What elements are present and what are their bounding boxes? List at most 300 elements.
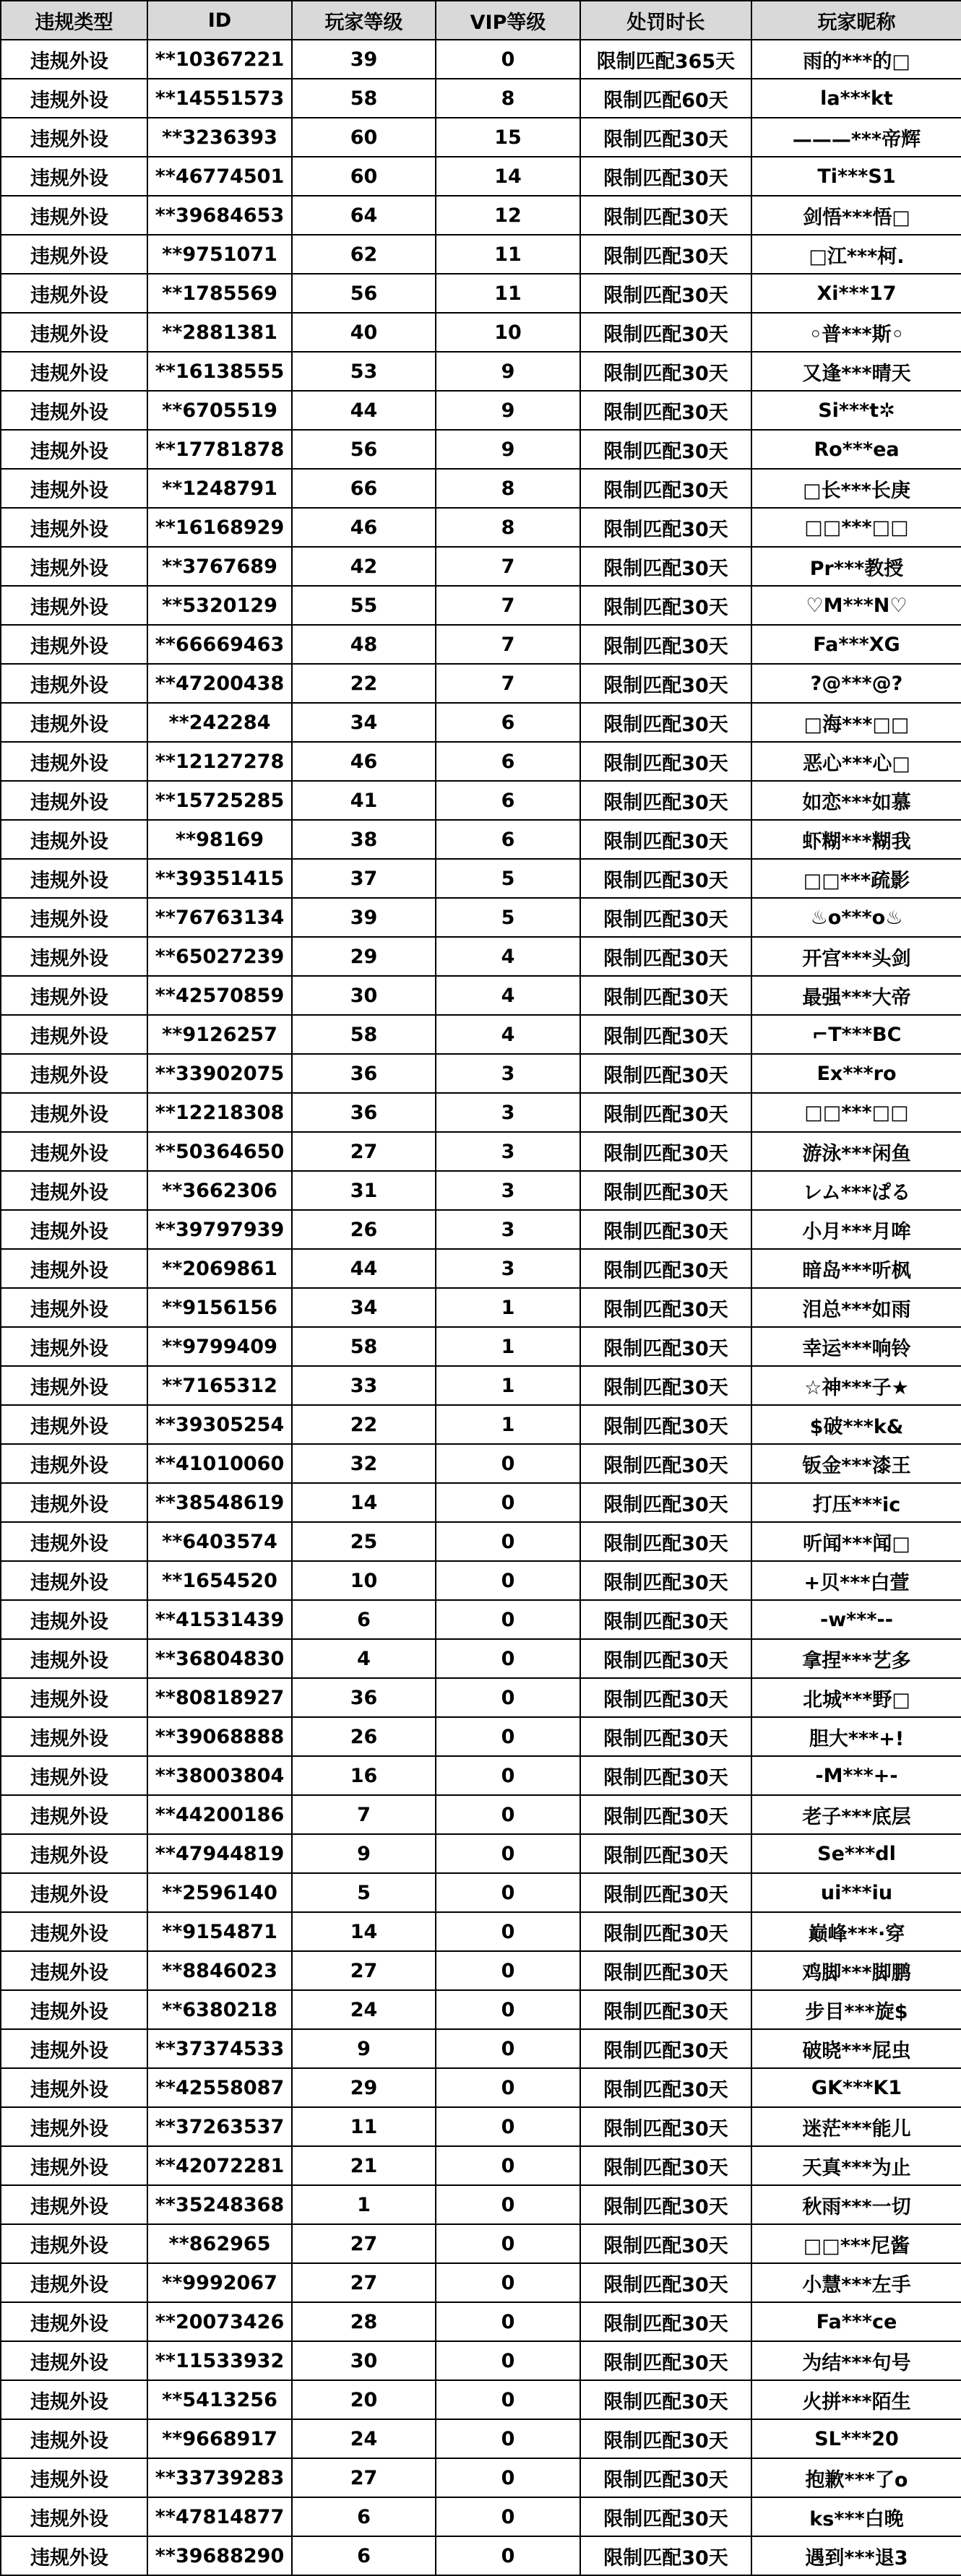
violation-type-cell: 违规外设	[1, 1327, 147, 1366]
violation-type-cell: 违规外设	[1, 1015, 147, 1054]
player-level-cell: 6	[292, 2536, 436, 2575]
table-row	[1, 898, 961, 937]
player-level-cell: 32	[292, 1444, 436, 1483]
nickname-cell: $破***k&	[751, 1405, 961, 1444]
nickname-cell: 鸡脚***脚鹏	[751, 1951, 961, 1990]
id-cell: **47814877	[147, 2497, 292, 2536]
player-level-cell: 9	[292, 1834, 436, 1873]
vip-level-cell: 5	[436, 898, 580, 937]
id-cell: **39688290	[147, 2536, 292, 2575]
violation-type-cell: 违规外设	[1, 352, 147, 391]
table-row	[1, 742, 961, 781]
violation-type-cell: 违规外设	[1, 1132, 147, 1171]
table-row	[1, 1873, 961, 1912]
nickname-cell: □□***尼酱	[751, 2224, 961, 2263]
player-level-cell: 25	[292, 1522, 436, 1561]
penalty-duration-cell: 限制匹配30天	[580, 1015, 751, 1054]
penalty-duration-cell: 限制匹配30天	[580, 2341, 751, 2380]
vip-level-cell: 4	[436, 1015, 580, 1054]
violation-type-cell: 违规外设	[1, 274, 147, 313]
id-cell: **10367221	[147, 40, 292, 79]
nickname-cell: 拿捏***艺多	[751, 1639, 961, 1678]
table-row	[1, 2419, 961, 2458]
nickname-cell: 钣金***漆王	[751, 1444, 961, 1483]
penalty-duration-cell: 限制匹配30天	[580, 625, 751, 664]
table-row	[1, 2029, 961, 2068]
id-cell: **3236393	[147, 118, 292, 157]
table-row	[1, 781, 961, 820]
nickname-cell: 破晓***屁虫	[751, 2029, 961, 2068]
vip-level-cell: 0	[436, 40, 580, 79]
violation-type-cell: 违规外设	[1, 1834, 147, 1873]
violation-type-cell: 违规外设	[1, 196, 147, 235]
violation-type-cell: 违规外设	[1, 2458, 147, 2497]
violation-type-cell: 违规外设	[1, 547, 147, 586]
nickname-cell: Xi***17	[751, 274, 961, 313]
penalty-duration-cell: 限制匹配365天	[580, 40, 751, 79]
vip-level-cell: 0	[436, 2458, 580, 2497]
nickname-cell: 打压***ic	[751, 1483, 961, 1522]
nickname-cell: 最强***大帝	[751, 976, 961, 1015]
penalty-duration-cell: 限制匹配30天	[580, 664, 751, 703]
nickname-cell: ◦普***斯◦	[751, 313, 961, 352]
penalty-duration-cell: 限制匹配30天	[580, 1795, 751, 1834]
penalty-duration-cell: 限制匹配30天	[580, 2536, 751, 2575]
vip-level-cell: 0	[436, 1600, 580, 1639]
nickname-cell: 恶心***心□	[751, 742, 961, 781]
id-cell: **47944819	[147, 1834, 292, 1873]
table-row	[1, 1327, 961, 1366]
penalty-duration-cell: 限制匹配30天	[580, 1093, 751, 1132]
violation-type-cell: 违规外设	[1, 2497, 147, 2536]
penalty-duration-cell: 限制匹配30天	[580, 1444, 751, 1483]
player-level-cell: 36	[292, 1678, 436, 1717]
nickname-cell: 又逢***晴天	[751, 352, 961, 391]
player-level-cell: 41	[292, 781, 436, 820]
nickname-cell: 雨的***的□	[751, 40, 961, 79]
vip-level-cell: 8	[436, 469, 580, 508]
player-level-cell: 40	[292, 313, 436, 352]
header-row	[1, 1, 961, 40]
violation-type-cell: 违规外设	[1, 1171, 147, 1210]
nickname-cell: 小月***月哞	[751, 1210, 961, 1249]
vip-level-cell: 6	[436, 742, 580, 781]
violation-type-cell: 违规外设	[1, 1990, 147, 2029]
nickname-cell: □长***长庚	[751, 469, 961, 508]
player-level-cell: 62	[292, 235, 436, 274]
penalty-duration-cell: 限制匹配30天	[580, 1171, 751, 1210]
table-body	[1, 40, 961, 2575]
penalty-duration-cell: 限制匹配30天	[580, 547, 751, 586]
violation-type-cell: 违规外设	[1, 1210, 147, 1249]
violation-type-cell: 违规外设	[1, 1912, 147, 1951]
nickname-cell: 老子***底层	[751, 1795, 961, 1834]
vip-level-cell: 0	[436, 1756, 580, 1795]
player-level-cell: 16	[292, 1756, 436, 1795]
violation-type-cell: 违规外设	[1, 898, 147, 937]
vip-level-cell: 8	[436, 508, 580, 547]
nickname-cell: 虾糊***糊我	[751, 820, 961, 859]
violation-type-cell: 违规外设	[1, 2380, 147, 2419]
penalty-duration-cell: 限制匹配30天	[580, 1054, 751, 1093]
vip-level-cell: 9	[436, 391, 580, 430]
id-cell: **9992067	[147, 2263, 292, 2302]
table-row	[1, 2302, 961, 2341]
nickname-cell: GK***K1	[751, 2068, 961, 2107]
table-row	[1, 1561, 961, 1600]
nickname-cell: 幸运***响铃	[751, 1327, 961, 1366]
header-vip-level: VIP等级	[436, 1, 580, 40]
player-level-cell: 9	[292, 2029, 436, 2068]
vip-level-cell: 0	[436, 1990, 580, 2029]
table-row	[1, 2458, 961, 2497]
table-row	[1, 1249, 961, 1288]
vip-level-cell: 0	[436, 2302, 580, 2341]
nickname-cell: ?@***@?	[751, 664, 961, 703]
player-level-cell: 48	[292, 625, 436, 664]
penalty-duration-cell: 限制匹配30天	[580, 1561, 751, 1600]
nickname-cell: Fa***XG	[751, 625, 961, 664]
player-level-cell: 4	[292, 1639, 436, 1678]
penalty-duration-cell: 限制匹配30天	[580, 1522, 751, 1561]
violation-type-cell: 违规外设	[1, 664, 147, 703]
penalty-duration-cell: 限制匹配30天	[580, 352, 751, 391]
table-row	[1, 1756, 961, 1795]
violation-type-cell: 违规外设	[1, 157, 147, 196]
id-cell: **39305254	[147, 1405, 292, 1444]
player-level-cell: 34	[292, 703, 436, 742]
vip-level-cell: 0	[436, 2029, 580, 2068]
id-cell: **39684653	[147, 196, 292, 235]
id-cell: **6380218	[147, 1990, 292, 2029]
table-row	[1, 1912, 961, 1951]
vip-level-cell: 4	[436, 937, 580, 976]
vip-level-cell: 0	[436, 2341, 580, 2380]
id-cell: **80818927	[147, 1678, 292, 1717]
vip-level-cell: 3	[436, 1054, 580, 1093]
nickname-cell: 秋雨***一切	[751, 2185, 961, 2224]
id-cell: **15725285	[147, 781, 292, 820]
penalty-duration-cell: 限制匹配30天	[580, 274, 751, 313]
player-level-cell: 37	[292, 859, 436, 898]
player-level-cell: 21	[292, 2146, 436, 2185]
table-row	[1, 1600, 961, 1639]
id-cell: **9156156	[147, 1288, 292, 1327]
penalty-duration-cell: 限制匹配30天	[580, 2029, 751, 2068]
table-row	[1, 976, 961, 1015]
penalty-duration-cell: 限制匹配30天	[580, 2419, 751, 2458]
id-cell: **37374533	[147, 2029, 292, 2068]
vip-level-cell: 0	[436, 1912, 580, 1951]
player-level-cell: 46	[292, 508, 436, 547]
nickname-cell: ☆神***子★	[751, 1366, 961, 1405]
vip-level-cell: 0	[436, 1483, 580, 1522]
vip-level-cell: 6	[436, 703, 580, 742]
vip-level-cell: 0	[436, 1717, 580, 1756]
vip-level-cell: 1	[436, 1288, 580, 1327]
penalty-duration-cell: 限制匹配30天	[580, 898, 751, 937]
nickname-cell: 暗岛***听枫	[751, 1249, 961, 1288]
nickname-cell: 游泳***闲鱼	[751, 1132, 961, 1171]
penalty-duration-cell: 限制匹配30天	[580, 1834, 751, 1873]
nickname-cell: 为结***句号	[751, 2341, 961, 2380]
violation-type-cell: 违规外设	[1, 391, 147, 430]
id-cell: **2069861	[147, 1249, 292, 1288]
player-level-cell: 64	[292, 196, 436, 235]
vip-level-cell: 0	[436, 1444, 580, 1483]
vip-level-cell: 0	[436, 1561, 580, 1600]
violation-type-cell: 违规外设	[1, 2263, 147, 2302]
player-level-cell: 11	[292, 2107, 436, 2146]
vip-level-cell: 1	[436, 1405, 580, 1444]
table-row	[1, 2341, 961, 2380]
id-cell: **41010060	[147, 1444, 292, 1483]
table-row	[1, 1132, 961, 1171]
violation-type-cell: 违规外设	[1, 2224, 147, 2263]
table-row	[1, 40, 961, 79]
vip-level-cell: 9	[436, 430, 580, 469]
table-row	[1, 2380, 961, 2419]
table-row	[1, 1639, 961, 1678]
violation-type-cell: 违规外设	[1, 2107, 147, 2146]
player-level-cell: 29	[292, 937, 436, 976]
vip-level-cell: 0	[436, 2068, 580, 2107]
penalty-duration-cell: 限制匹配30天	[580, 781, 751, 820]
penalty-duration-cell: 限制匹配30天	[580, 859, 751, 898]
player-level-cell: 30	[292, 2341, 436, 2380]
penalty-duration-cell: 限制匹配30天	[580, 937, 751, 976]
player-level-cell: 14	[292, 1483, 436, 1522]
vip-level-cell: 6	[436, 781, 580, 820]
player-level-cell: 33	[292, 1366, 436, 1405]
penalty-duration-cell: 限制匹配30天	[580, 586, 751, 625]
id-cell: **9668917	[147, 2419, 292, 2458]
id-cell: **47200438	[147, 664, 292, 703]
violation-type-cell: 违规外设	[1, 976, 147, 1015]
penalty-duration-cell: 限制匹配30天	[580, 976, 751, 1015]
table-row	[1, 2146, 961, 2185]
vip-level-cell: 3	[436, 1132, 580, 1171]
vip-level-cell: 0	[436, 2107, 580, 2146]
id-cell: **9154871	[147, 1912, 292, 1951]
vip-level-cell: 0	[436, 1795, 580, 1834]
penalty-duration-cell: 限制匹配30天	[580, 1405, 751, 1444]
nickname-cell: ks***白晚	[751, 2497, 961, 2536]
table-row	[1, 820, 961, 859]
table-row	[1, 1990, 961, 2029]
violation-type-cell: 违规外设	[1, 1639, 147, 1678]
table-row	[1, 1171, 961, 1210]
id-cell: **16138555	[147, 352, 292, 391]
id-cell: **42558087	[147, 2068, 292, 2107]
id-cell: **11533932	[147, 2341, 292, 2380]
violation-type-cell: 违规外设	[1, 937, 147, 976]
violation-type-cell: 违规外设	[1, 1054, 147, 1093]
penalty-duration-cell: 限制匹配30天	[580, 2107, 751, 2146]
table-header	[1, 1, 961, 40]
vip-level-cell: 0	[436, 2419, 580, 2458]
player-level-cell: 53	[292, 352, 436, 391]
nickname-cell: ———***帝辉	[751, 118, 961, 157]
player-level-cell: 14	[292, 1912, 436, 1951]
vip-level-cell: 0	[436, 2224, 580, 2263]
vip-level-cell: 0	[436, 1873, 580, 1912]
player-level-cell: 56	[292, 430, 436, 469]
id-cell: **42072281	[147, 2146, 292, 2185]
vip-level-cell: 0	[436, 2146, 580, 2185]
table-row	[1, 508, 961, 547]
table-row	[1, 625, 961, 664]
id-cell: **12127278	[147, 742, 292, 781]
vip-level-cell: 7	[436, 625, 580, 664]
player-level-cell: 56	[292, 274, 436, 313]
id-cell: **42570859	[147, 976, 292, 1015]
nickname-cell: la***kt	[751, 79, 961, 118]
violation-type-cell: 违规外设	[1, 235, 147, 274]
penalty-duration-cell: 限制匹配30天	[580, 1678, 751, 1717]
violation-type-cell: 违规外设	[1, 1405, 147, 1444]
player-level-cell: 58	[292, 1015, 436, 1054]
id-cell: **36804830	[147, 1639, 292, 1678]
vip-level-cell: 6	[436, 820, 580, 859]
table-row	[1, 235, 961, 274]
vip-level-cell: 0	[436, 1639, 580, 1678]
nickname-cell: 巅峰***·穿	[751, 1912, 961, 1951]
nickname-cell: 迷茫***能儿	[751, 2107, 961, 2146]
violation-type-cell: 违规外设	[1, 2302, 147, 2341]
violation-type-cell: 违规外设	[1, 586, 147, 625]
penalty-duration-cell: 限制匹配30天	[580, 196, 751, 235]
nickname-cell: ♨o***o♨	[751, 898, 961, 937]
id-cell: **242284	[147, 703, 292, 742]
table-row	[1, 196, 961, 235]
player-level-cell: 27	[292, 1951, 436, 1990]
nickname-cell: 抱歉***了o	[751, 2458, 961, 2497]
vip-level-cell: 0	[436, 2263, 580, 2302]
player-level-cell: 24	[292, 1990, 436, 2029]
player-level-cell: 5	[292, 1873, 436, 1912]
penalty-duration-cell: 限制匹配30天	[580, 2497, 751, 2536]
vip-level-cell: 0	[436, 2380, 580, 2419]
violation-type-cell: 违规外设	[1, 820, 147, 859]
table-row	[1, 1054, 961, 1093]
id-cell: **9799409	[147, 1327, 292, 1366]
table-row	[1, 2068, 961, 2107]
violation-type-cell: 违规外设	[1, 703, 147, 742]
vip-level-cell: 5	[436, 859, 580, 898]
vip-level-cell: 0	[436, 1951, 580, 1990]
id-cell: **20073426	[147, 2302, 292, 2341]
table-row	[1, 2107, 961, 2146]
penalty-duration-cell: 限制匹配30天	[580, 1210, 751, 1249]
table-row	[1, 118, 961, 157]
table-row	[1, 1483, 961, 1522]
nickname-cell: Ex***ro	[751, 1054, 961, 1093]
vip-level-cell: 0	[436, 2497, 580, 2536]
table-row	[1, 1288, 961, 1327]
violation-type-cell: 违规外设	[1, 859, 147, 898]
id-cell: **41531439	[147, 1600, 292, 1639]
id-cell: **17781878	[147, 430, 292, 469]
player-level-cell: 26	[292, 1717, 436, 1756]
table-row	[1, 352, 961, 391]
violation-type-cell: 违规外设	[1, 1717, 147, 1756]
table-row	[1, 1210, 961, 1249]
penalty-duration-cell: 限制匹配30天	[580, 1639, 751, 1678]
header-penalty-duration: 处罚时长	[580, 1, 751, 40]
player-level-cell: 22	[292, 664, 436, 703]
vip-level-cell: 0	[436, 1678, 580, 1717]
penalty-duration-cell: 限制匹配30天	[580, 1288, 751, 1327]
violation-type-cell: 违规外设	[1, 1249, 147, 1288]
penalty-duration-cell: 限制匹配30天	[580, 391, 751, 430]
id-cell: **50364650	[147, 1132, 292, 1171]
player-level-cell: 60	[292, 157, 436, 196]
violation-type-cell: 违规外设	[1, 508, 147, 547]
nickname-cell: Pr***教授	[751, 547, 961, 586]
table-row	[1, 1678, 961, 1717]
nickname-cell: +贝***白萱	[751, 1561, 961, 1600]
player-level-cell: 39	[292, 40, 436, 79]
id-cell: **39797939	[147, 1210, 292, 1249]
nickname-cell: SL***20	[751, 2419, 961, 2458]
nickname-cell: □□***□□	[751, 1093, 961, 1132]
id-cell: **3662306	[147, 1171, 292, 1210]
violation-type-cell: 违规外设	[1, 430, 147, 469]
penalty-duration-cell: 限制匹配30天	[580, 1717, 751, 1756]
penalty-duration-cell: 限制匹配30天	[580, 820, 751, 859]
nickname-cell: □海***□□	[751, 703, 961, 742]
vip-level-cell: 0	[436, 2536, 580, 2575]
violation-type-cell: 违规外设	[1, 2341, 147, 2380]
nickname-cell: 火拼***陌生	[751, 2380, 961, 2419]
id-cell: **7165312	[147, 1366, 292, 1405]
penalty-duration-cell: 限制匹配30天	[580, 1600, 751, 1639]
table-row	[1, 2185, 961, 2224]
table-row	[1, 1444, 961, 1483]
id-cell: **9126257	[147, 1015, 292, 1054]
violation-type-cell: 违规外设	[1, 1678, 147, 1717]
player-level-cell: 36	[292, 1054, 436, 1093]
nickname-cell: 步目***旋$	[751, 1990, 961, 2029]
penalty-duration-cell: 限制匹配30天	[580, 1951, 751, 1990]
vip-level-cell: 0	[436, 1522, 580, 1561]
player-level-cell: 58	[292, 79, 436, 118]
table-row	[1, 1366, 961, 1405]
violation-type-cell: 违规外设	[1, 2068, 147, 2107]
penalty-duration-cell: 限制匹配30天	[580, 1912, 751, 1951]
table-row	[1, 664, 961, 703]
id-cell: **38003804	[147, 1756, 292, 1795]
id-cell: **5320129	[147, 586, 292, 625]
violation-type-cell: 违规外设	[1, 40, 147, 79]
penalty-duration-cell: 限制匹配30天	[580, 742, 751, 781]
penalty-duration-cell: 限制匹配30天	[580, 469, 751, 508]
violation-type-cell: 违规外设	[1, 1093, 147, 1132]
header-violation-type: 违规类型	[1, 1, 147, 40]
penalty-duration-cell: 限制匹配30天	[580, 2380, 751, 2419]
table-row	[1, 1522, 961, 1561]
violation-type-cell: 违规外设	[1, 1561, 147, 1600]
player-level-cell: 29	[292, 2068, 436, 2107]
violation-type-cell: 违规外设	[1, 1600, 147, 1639]
id-cell: **76763134	[147, 898, 292, 937]
penalty-duration-cell: 限制匹配30天	[580, 2224, 751, 2263]
nickname-cell: Si***t✲	[751, 391, 961, 430]
penalty-duration-cell: 限制匹配30天	[580, 235, 751, 274]
table-row	[1, 274, 961, 313]
player-level-cell: 26	[292, 1210, 436, 1249]
